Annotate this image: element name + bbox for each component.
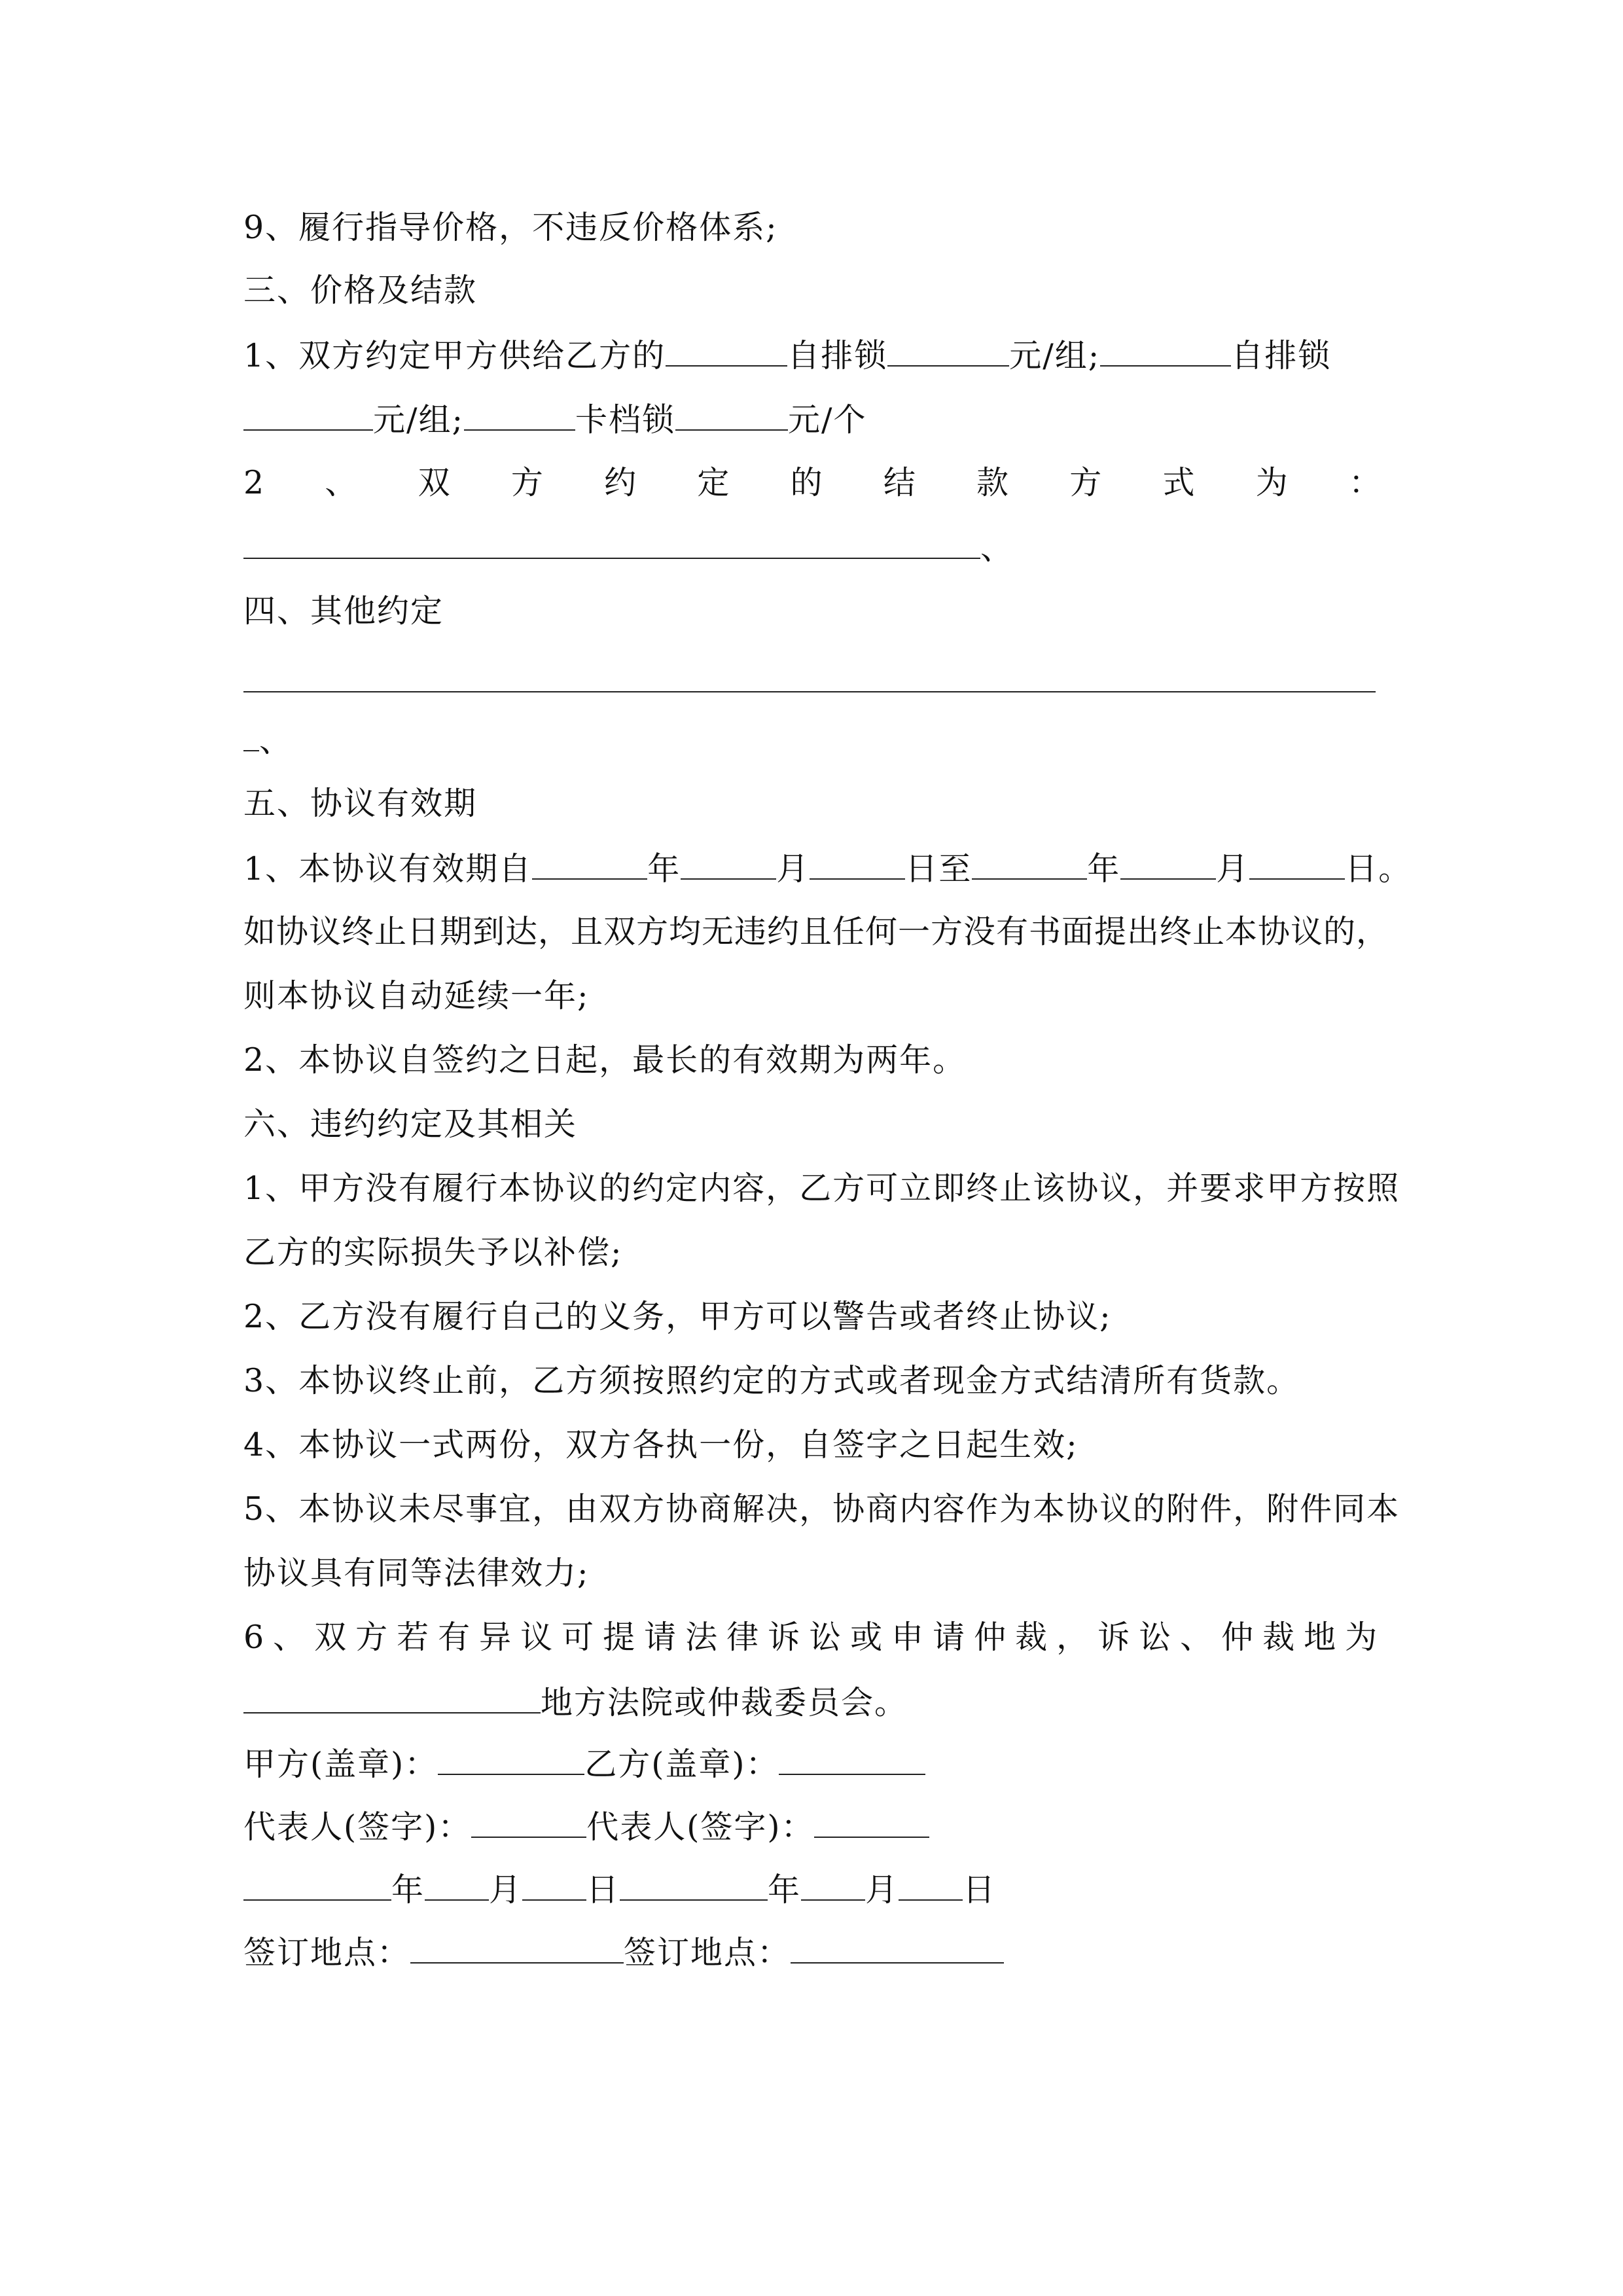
place-a-label: 签订地点：: [243, 1934, 411, 1971]
place-b-label: 签订地点：: [624, 1934, 791, 1971]
blank-field[interactable]: [522, 1869, 586, 1901]
blank-field[interactable]: [801, 1869, 865, 1901]
price-clause-1: [243, 335, 1331, 376]
validity-clause-1b: 如协议终止日期到达，且双方均无违约且任何一方没有书面提出终止本协议的，: [243, 913, 1389, 950]
char: 、: [325, 464, 359, 501]
party-b-seal-field[interactable]: [779, 1744, 925, 1775]
rep-a-sign-field[interactable]: [471, 1806, 586, 1838]
price-clause-text: 1、双方约定甲方供给乙方的: [243, 337, 666, 374]
char: 式: [1162, 464, 1196, 501]
blank-field[interactable]: [243, 1869, 391, 1901]
validity-clause-1c: 则本协议自动延续一年;: [243, 977, 590, 1014]
char: ：: [1348, 464, 1382, 501]
char: 款: [976, 464, 1010, 501]
blank-line[interactable]: [243, 691, 1376, 692]
party-a-label: 甲方(盖章)：: [243, 1746, 438, 1783]
blank-field[interactable]: [243, 720, 259, 751]
blank-field[interactable]: [532, 848, 647, 880]
rep-b-label: 代表人(签字)：: [586, 1808, 815, 1846]
char: 2: [243, 464, 266, 501]
year-label: 年: [391, 1871, 425, 1909]
place-a-field[interactable]: [410, 1932, 624, 1964]
breach-clause-1a: 1、甲方没有履行本协议的约定内容，乙方可立即终止该协议，并要求甲方按照: [243, 1170, 1400, 1207]
char: 方: [1069, 464, 1103, 501]
blank-field[interactable]: [972, 848, 1087, 880]
product-label: 卡档锁: [575, 401, 676, 439]
place-b-field[interactable]: [791, 1932, 1004, 1964]
rep-a-label: 代表人(签字)：: [243, 1808, 472, 1846]
punct: 、: [980, 529, 1014, 567]
day-label: 日。: [1345, 850, 1412, 888]
day-label: 日: [586, 1871, 620, 1909]
other-terms-end: [243, 720, 293, 761]
settlement-clause: [243, 463, 1382, 503]
blank-field[interactable]: [243, 1682, 541, 1713]
product-label: 自排锁: [1231, 337, 1332, 374]
day-label: 日: [963, 1871, 997, 1909]
blank-field[interactable]: [666, 335, 787, 367]
breach-clause-4: 4、本协议一式两份，双方各执一份，自签字之日起生效;: [243, 1426, 1079, 1463]
month-label: 月: [865, 1871, 899, 1909]
clause-9: 9、履行指导价格，不违反价格体系;: [243, 209, 778, 246]
year-label: 年: [1087, 850, 1121, 888]
section-6-heading: 六、违约约定及其相关: [243, 1105, 578, 1143]
unit-label: 元/组;: [1009, 337, 1101, 374]
blank-field[interactable]: [899, 1869, 963, 1901]
char: 双: [418, 464, 452, 501]
rep-b-sign-field[interactable]: [814, 1806, 929, 1838]
signature-date-row: [243, 1869, 996, 1910]
blank-field[interactable]: [243, 528, 980, 559]
signature-rep-row: [243, 1806, 929, 1847]
price-clause-1-cont: [243, 399, 867, 440]
party-a-seal-field[interactable]: [438, 1744, 584, 1775]
unit-label: 元/个: [788, 401, 867, 439]
breach-clause-3: 3、本协议终止前，乙方须按照约定的方式或者现金方式结清所有货款。: [243, 1362, 1300, 1399]
blank-field[interactable]: [887, 335, 1009, 367]
char: 的: [790, 464, 824, 501]
section-4-heading: 四、其他约定: [243, 592, 444, 630]
blank-field[interactable]: [1249, 848, 1345, 880]
breach-clause-1b: 乙方的实际损失予以补偿;: [243, 1234, 623, 1271]
year-label: 年: [768, 1871, 802, 1909]
unit-label: 元/组;: [373, 401, 465, 439]
party-b-label: 乙方(盖章)：: [584, 1746, 779, 1783]
blank-field[interactable]: [1100, 335, 1231, 367]
settlement-clause-cont: [243, 528, 1014, 568]
blank-field[interactable]: [243, 399, 373, 431]
signature-party-row: [243, 1744, 925, 1784]
month-label: 月: [489, 1871, 523, 1909]
signing-place-row: [243, 1932, 1004, 1973]
breach-clause-6b: [243, 1682, 908, 1723]
breach-clause-6a: 6、双方若有异议可提请法律诉讼或申请仲裁，诉讼、仲裁地为: [243, 1619, 1387, 1656]
validity-clause-2: 2、本协议自签约之日起，最长的有效期为两年。: [243, 1041, 967, 1079]
month-label: 月: [1216, 850, 1250, 888]
blank-field[interactable]: [810, 848, 905, 880]
blank-field[interactable]: [425, 1869, 489, 1901]
breach-clause-2: 2、乙方没有履行自己的义务，甲方可以警告或者终止协议;: [243, 1298, 1112, 1335]
char: 为: [1255, 464, 1289, 501]
section-5-heading: 五、协议有效期: [243, 785, 478, 822]
validity-text: 1、本协议有效期自: [243, 850, 533, 888]
validity-clause-1: [243, 848, 1412, 889]
breach-clause-5a: 5、本协议未尽事宜，由双方协商解决，协商内容作为本协议的附件，附件同本: [243, 1490, 1400, 1528]
blank-field[interactable]: [464, 399, 575, 431]
month-label: 月: [776, 850, 810, 888]
blank-field[interactable]: [681, 848, 776, 880]
punct: 、: [259, 722, 293, 759]
char: 定: [697, 464, 731, 501]
char: 约: [604, 464, 638, 501]
year-label: 年: [647, 850, 681, 888]
day-label: 日至: [905, 850, 972, 888]
blank-field[interactable]: [620, 1869, 768, 1901]
product-label: 自排锁: [787, 337, 888, 374]
section-3-heading: 三、价格及结款: [243, 272, 478, 309]
breach-clause-5b: 协议具有同等法律效力;: [243, 1554, 590, 1592]
arbitration-text: 地方法院或仲裁委员会。: [541, 1684, 908, 1721]
blank-field[interactable]: [1120, 848, 1216, 880]
char: 方: [510, 464, 544, 501]
char: 结: [883, 464, 917, 501]
blank-field[interactable]: [675, 399, 788, 431]
